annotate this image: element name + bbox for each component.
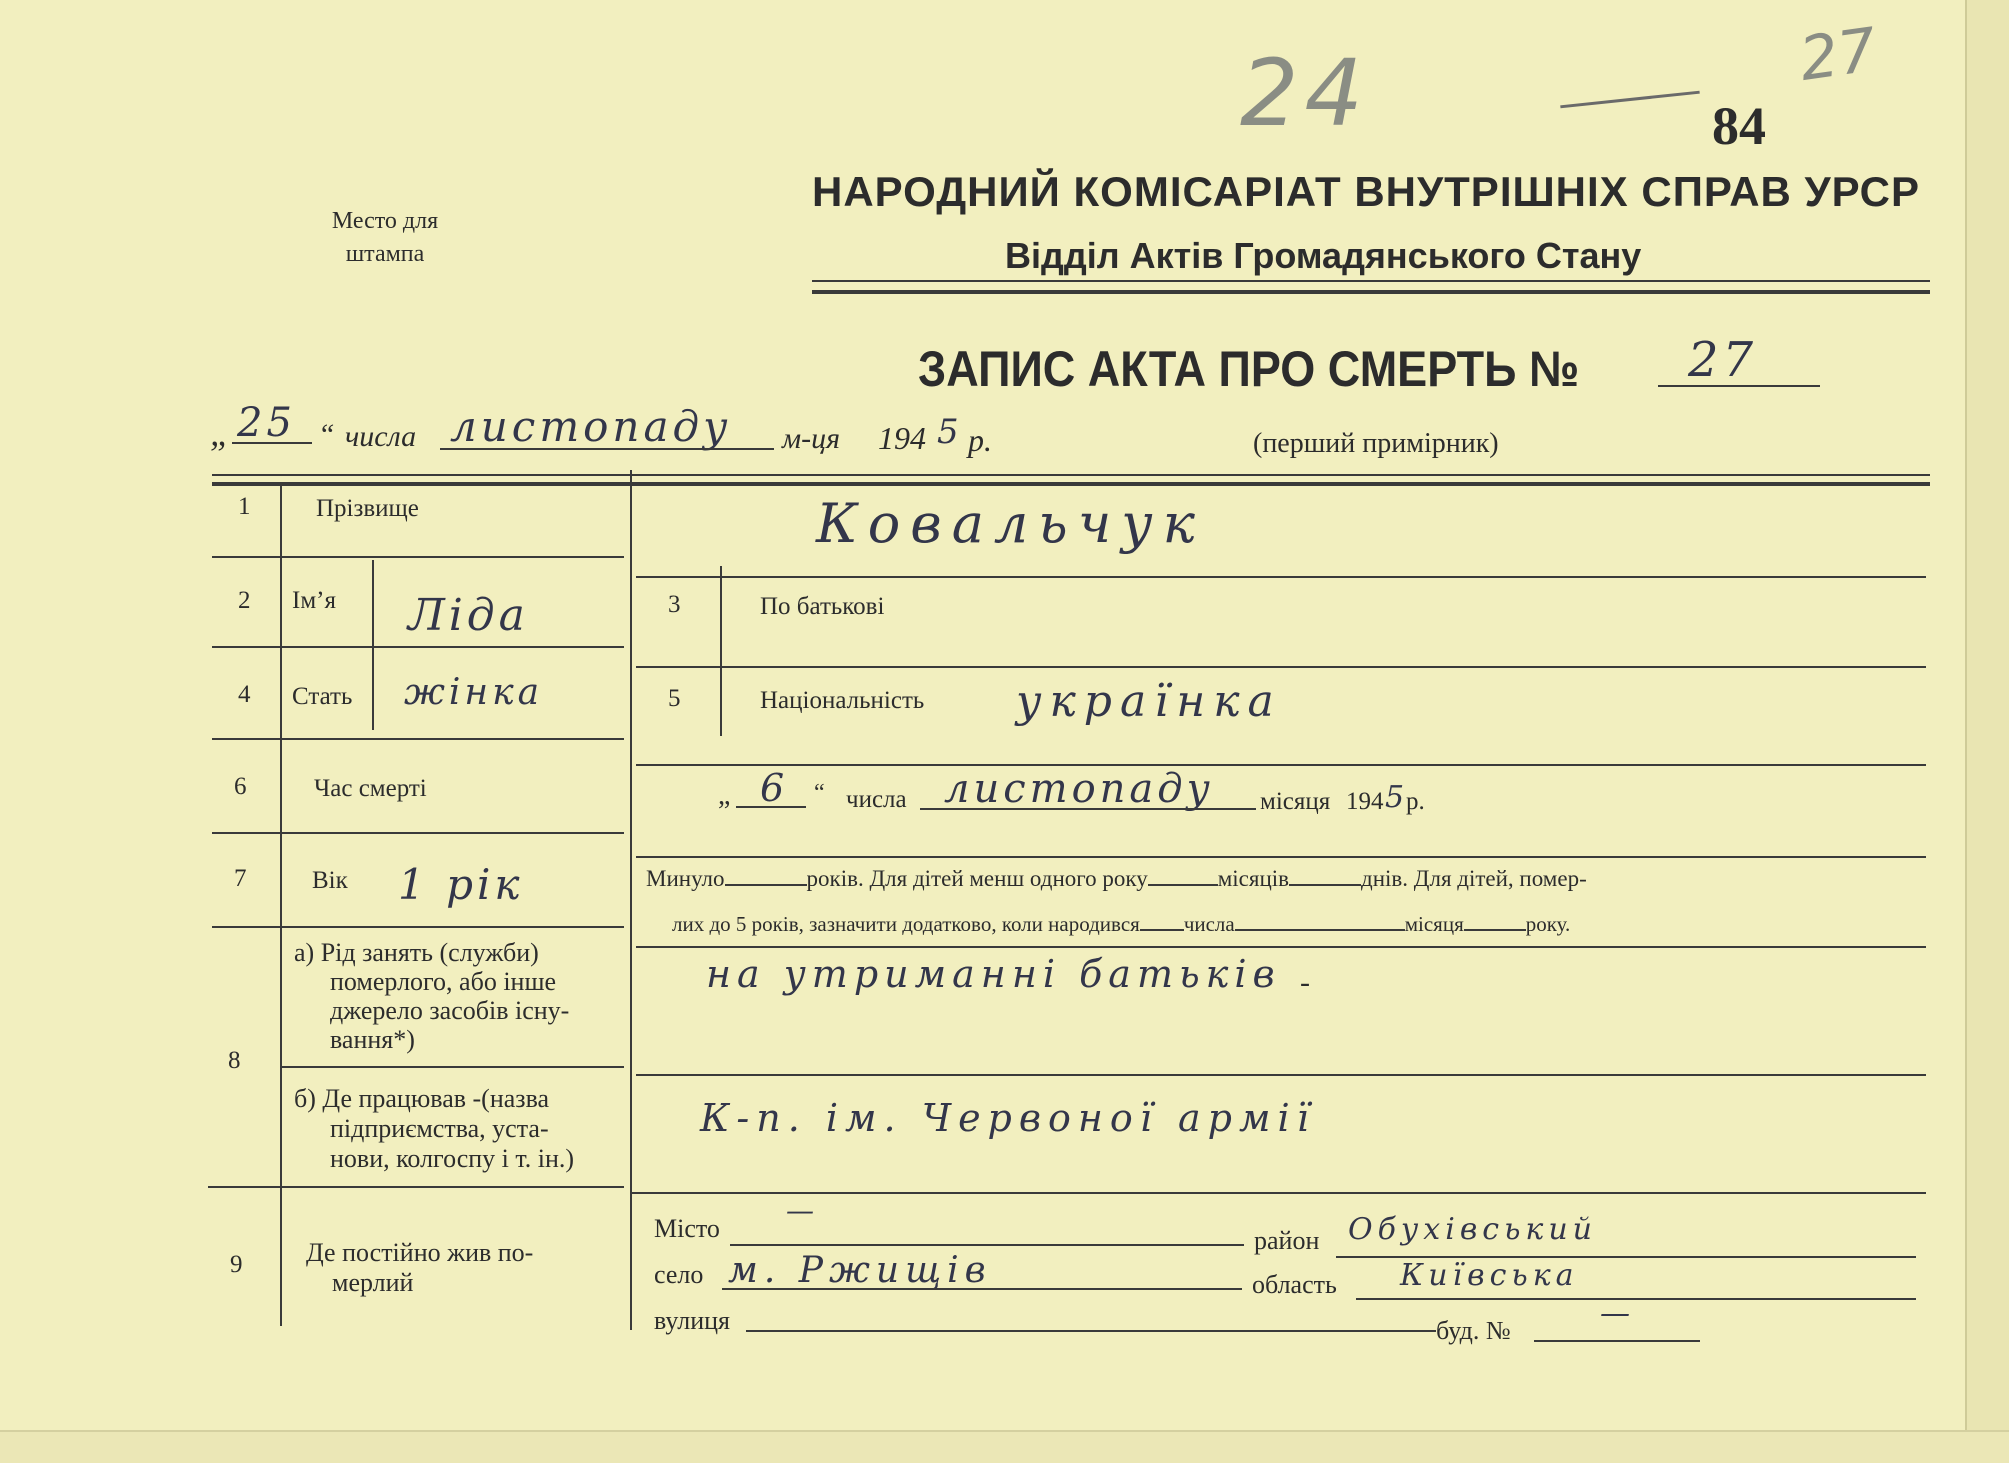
row7-note-1c: місяців — [1217, 866, 1290, 891]
row6-day: 6 — [760, 766, 789, 810]
row7-note-1b: років. Для дітей менш одного року — [806, 866, 1148, 891]
row8a-label-4: вання*) — [330, 1025, 415, 1054]
row1-num: 1 — [238, 493, 251, 520]
row6-rule-right — [636, 856, 1926, 858]
date-open-quote: „ — [210, 413, 231, 453]
row9-district-value: Обухівський — [1348, 1212, 1597, 1247]
row9-region-value: Київська — [1400, 1258, 1579, 1293]
row6-label: Час смерті — [314, 775, 427, 802]
row7-note-2d: року. — [1525, 912, 1571, 936]
row8b-label-1: б) Де працював -(назва — [294, 1084, 550, 1113]
row6-open-quote: „ — [718, 780, 731, 811]
row3-label: По батькові — [760, 593, 885, 620]
row8-num: 8 — [228, 1047, 241, 1074]
row7-note-line2 — [672, 912, 1570, 937]
row2-label: Ім’я — [292, 587, 336, 614]
row7-note-1a: Минуло — [646, 866, 725, 891]
department-title: Відділ Актів Громадянського Стану — [1005, 235, 1642, 276]
row6-year-label: р. — [1406, 788, 1425, 815]
row8b-label — [294, 1084, 624, 1174]
row9-village-label: село — [654, 1260, 704, 1289]
row6-year-suffix: 5 — [1385, 780, 1405, 815]
date-day-label: числа — [345, 420, 417, 453]
row9-label — [306, 1238, 606, 1298]
row7-note-1d: днів. Для дітей, помер- — [1361, 866, 1587, 891]
row7-born-year-blank — [1464, 929, 1526, 931]
ministry-title: НАРОДНИЙ КОМІСАРІАТ ВНУТРІШНІХ СПРАВ УРСР — [812, 168, 1920, 215]
row9-label-2: мерлий — [332, 1268, 414, 1297]
row8a-label — [294, 938, 624, 1054]
header-rule-thick — [812, 290, 1930, 294]
row2-num: 2 — [238, 587, 251, 614]
date-month-label: м-ця — [782, 422, 841, 455]
row9-num: 9 — [230, 1251, 243, 1278]
date-month: листопаду — [450, 402, 732, 451]
row5-value-nationality: українка — [1016, 676, 1282, 727]
row7-days-blank — [1289, 884, 1361, 886]
row6-close-quote: “ — [814, 780, 825, 806]
date-year-prefix: 194 — [878, 420, 926, 456]
row3-rule-right — [636, 666, 1926, 668]
table-top-rule-thick — [212, 482, 1930, 486]
row6-num: 6 — [234, 773, 247, 800]
archive-stamped-number: 84 — [1712, 96, 1766, 156]
row6-day-label: числа — [846, 786, 907, 813]
row8b-label-3: нови, колгоспу і т. ін.) — [330, 1144, 575, 1173]
row5-num: 5 — [668, 685, 681, 712]
row4-label: Стать — [292, 683, 353, 710]
stamp-place-line1: Место для — [331, 208, 439, 234]
row6-day-line — [736, 806, 806, 808]
row7-note-2b: числа — [1183, 912, 1235, 936]
row7-born-month-blank — [1235, 929, 1405, 931]
row6-month-label: місяця — [1260, 788, 1331, 815]
row9-village-value: м. Ржищів — [728, 1250, 992, 1291]
row1-rule-left — [212, 556, 624, 558]
row7-rule-left — [212, 926, 624, 928]
date-day-line — [232, 442, 312, 444]
right-sub-col-line — [720, 566, 722, 736]
row8b-label-2: підприємства, уста- — [330, 1114, 549, 1143]
table-top-rule-thin — [212, 474, 1930, 476]
row8-rule-left — [208, 1186, 624, 1188]
row1-value-surname: Ковальчук — [816, 492, 1205, 555]
record-number-line — [1658, 385, 1820, 387]
row9-village-line — [722, 1288, 1242, 1290]
date-year-label: р. — [968, 422, 992, 458]
row3-num: 3 — [668, 591, 681, 618]
row9-city-label: Місто — [654, 1214, 720, 1243]
record-number: 27 — [1688, 332, 1758, 388]
row6-month: листопаду — [944, 766, 1214, 812]
stamp-place-label — [300, 205, 470, 271]
date-day: 25 — [237, 400, 296, 446]
row9-street-line — [746, 1330, 1436, 1332]
row7-label: Вік — [312, 867, 348, 894]
date-year-suffix: 5 — [937, 412, 959, 452]
row8a-dash: - — [1300, 966, 1310, 999]
row7-note-2c: місяця — [1404, 912, 1464, 936]
row8a-label-2: померлого, або інше — [330, 967, 557, 996]
row8-rule-right — [630, 1192, 1926, 1194]
row5-label: Національність — [760, 687, 925, 714]
sub-col-line — [372, 560, 374, 730]
header-rule-thin — [812, 280, 1930, 282]
paper-edge-right — [1965, 0, 2009, 1461]
pencil-strike — [1560, 91, 1700, 109]
row2-rule-left — [212, 646, 624, 648]
row8b-value-workplace: К-п. ім. Червоної армії — [700, 1096, 1316, 1140]
row8a-label-1: а) Рід занять (служби) — [294, 938, 539, 967]
row5-rule-right — [636, 764, 1926, 766]
row9-district-label: район — [1254, 1226, 1320, 1255]
row7-rule-right — [636, 946, 1926, 948]
label-col-line — [630, 470, 632, 1330]
row4-num: 4 — [238, 681, 251, 708]
row1-rule-right — [636, 576, 1926, 578]
num-col-line — [280, 486, 282, 1326]
row6-month-line — [920, 808, 1256, 810]
row9-street-label: вулиця — [654, 1306, 731, 1335]
row8a-rule-right — [636, 1074, 1926, 1076]
row7-num: 7 — [234, 865, 247, 892]
record-title: ЗАПИС АКТА ПРО СМЕРТЬ № — [918, 341, 1580, 397]
row9-house-value: — — [1600, 1296, 1634, 1331]
row9-label-1: Де постійно жив по- — [306, 1238, 534, 1267]
row4-rule-left — [212, 738, 624, 740]
date-close-quote: “ — [318, 418, 335, 451]
row9-region-line — [1356, 1298, 1916, 1300]
row6-year-prefix: 194 — [1346, 788, 1384, 815]
row9-house-line — [1534, 1340, 1700, 1342]
row9-house-label: буд. № — [1436, 1316, 1511, 1345]
archive-pencil-number: 24 — [1240, 40, 1370, 147]
archive-pencil-number-2: 27 — [1795, 15, 1881, 95]
row7-note-line1 — [646, 866, 1587, 892]
row4-value-sex: жінка — [404, 672, 544, 713]
date-month-line — [440, 448, 774, 450]
copy-note: (перший примірник) — [1253, 428, 1499, 459]
row7-years-blank — [725, 884, 807, 886]
row7-note-2a: лих до 5 років, зазначити додатково, коли народився — [672, 912, 1140, 936]
row9-region-label: область — [1252, 1270, 1337, 1299]
row8a-rule-left — [282, 1066, 624, 1068]
row6-rule-left — [212, 832, 624, 834]
row7-born-day-blank — [1140, 929, 1184, 931]
stamp-place-line2: штампа — [345, 241, 425, 267]
row9-city-value: — — [786, 1194, 818, 1227]
row2-value-name: Ліда — [408, 590, 529, 641]
row1-label: Прізвище — [316, 495, 419, 522]
row9-city-line — [730, 1244, 1244, 1246]
paper-edge-bottom — [0, 1430, 2009, 1463]
row7-value-age: 1 рік — [398, 860, 524, 909]
row8a-value-occupation: на утриманні батьків — [706, 952, 1281, 996]
row8a-label-3: джерело засобів існу- — [330, 996, 570, 1025]
row7-months-blank — [1148, 884, 1218, 886]
